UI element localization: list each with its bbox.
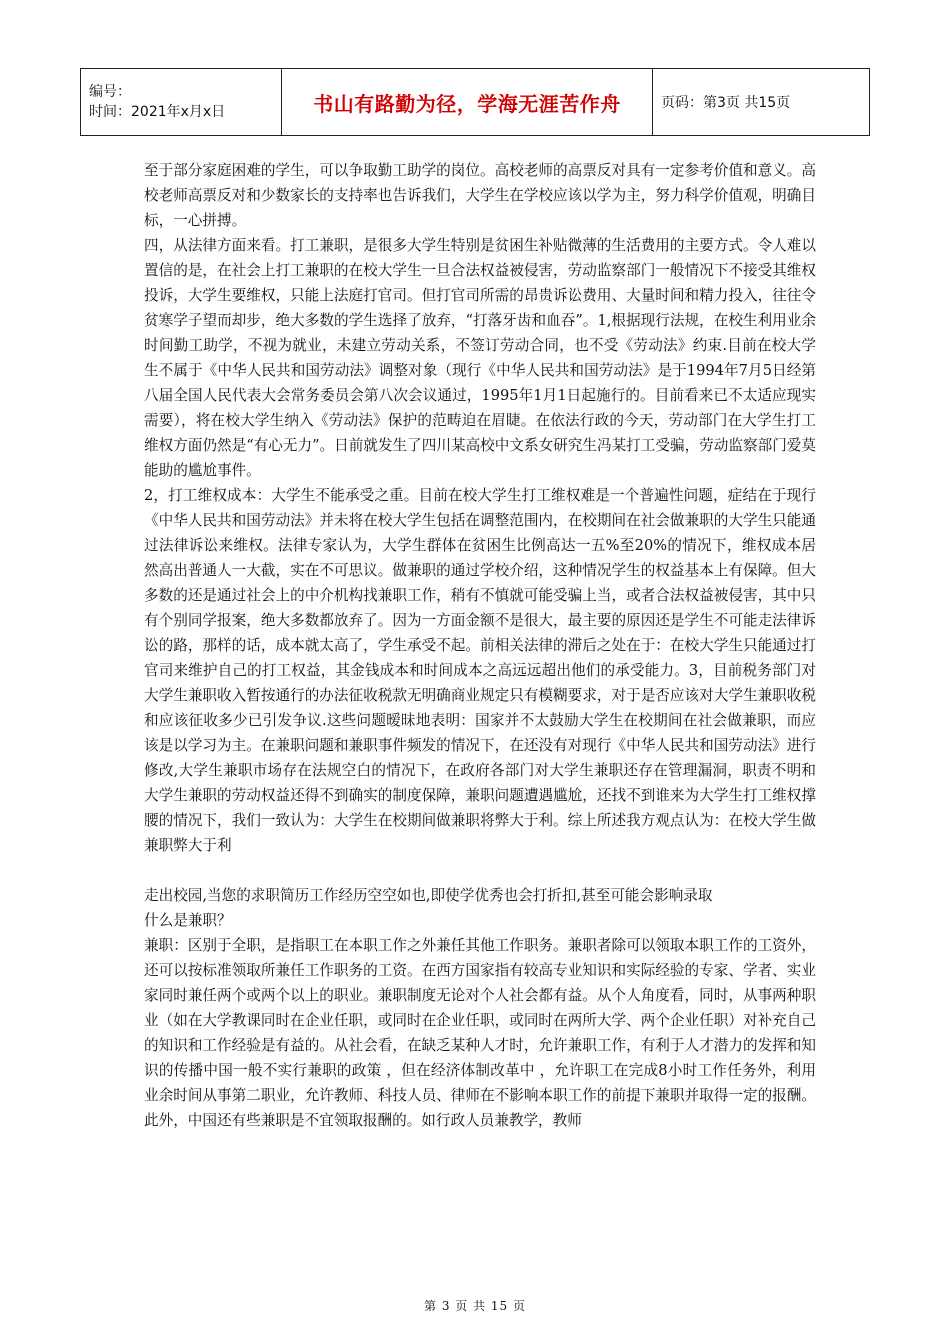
header-motto: 书山有路勤为径，学海无涯苦作舟 xyxy=(282,69,653,136)
page-header xyxy=(80,68,870,136)
page-footer: 第 3 页 共 15 页 xyxy=(424,1299,526,1313)
paragraph-2: 四，从法律方面来看。打工兼职，是很多大学生特别是贫困生补贴微薄的生活费用的主要方式。令人难以置信的是，在社会上打工兼职的在校大学生一旦合法权益被侵害，劳动监察部门一般情况下不接受其维权投诉，大学生要维权，只能上法庭打官司。但打官司所需的昂贵诉讼费用、大量时间和精力投入，往往令贫寒学子望而却步，绝大多数的学生选择了放弃，“打落牙齿和血吞”。1,根据现行法规，在校生利用业余时间勤工助学，不视为就业，未建立劳动关系，不签订劳动合同，也不受《劳动法》约束.目前在校大学生不属于《中华人民共和国劳动法》调整对象（现行《中华人民共和国劳动法》是于1994年7月5日经第八届全国人民代表大会常务委员会第八次会议通过，1995年1月1日起施行的。目前看来已不太适应现实需要），将在校大学生纳入《劳动法》保护的范畴迫在眉睫。在依法行政的今天，劳动部门在大学生打工维权方面仍然是“有心无力”。日前就发生了四川某高校中文系女研究生冯某打工受骗，劳动监察部门爱莫能助的尴尬事件。 xyxy=(144,237,816,479)
paragraph-1: 至于部分家庭困难的学生，可以争取勤工助学的岗位。高校老师的高票反对具有一定参考价值和意义。高校老师高票反对和少数家长的支持率也告诉我们，大学生在学校应该以学为主，努力科学价值观，明确目标，一心拼搏。 xyxy=(144,162,816,229)
document-body xyxy=(144,158,816,1133)
document-number-label: 编号： xyxy=(89,84,131,100)
paragraph-5-question: 什么是兼职？ xyxy=(144,912,232,929)
header-page-info: 页码：第3页 共15页 xyxy=(653,69,870,136)
paragraph-6: 兼职：区别于全职，是指职工在本职工作之外兼任其他工作职务。兼职者除可以领取本职工作的工资外，还可以按标准领取所兼任工作职务的工资。在西方国家指有较高专业知识和实际经验的专家、学者、实业家同时兼任两个或两个以上的职业。兼职制度无论对个人社会都有益。从个人角度看，同时，从事两种职业（如在大学教课同时在企业任职，或同时在企业任职，或同时在两所大学、两个企业任职）对补充自己的知识和工作经验是有益的。从社会看，在缺乏某种人才时，允许兼职工作，有利于人才潜力的发挥和知识的传播中国一般不实行兼职的政策 ，但在经济体制改革中 ，允许职工在完成8小时工作任务外，利用业余时间从事第二职业，允许教师、科技人员、律师在不影响本职工作的前提下兼职并取得一定的报酬。此外，中国还有些兼职是不宜领取报酬的。如行政人员兼教学，教师 xyxy=(144,937,816,1129)
document-date: 时间：2021年x月x日 xyxy=(89,104,226,120)
paragraph-4: 走出校园,当您的求职简历工作经历空空如也,即使学优秀也会打折扣,甚至可能会影响录取 xyxy=(144,887,713,904)
header-meta xyxy=(81,69,282,136)
paragraph-spacer xyxy=(144,858,816,883)
paragraph-3: 2，打工维权成本：大学生不能承受之重。目前在校大学生打工维权难是一个普遍性问题，症结在于现行《中华人民共和国劳动法》并未将在校大学生包括在调整范围内，在校期间在社会做兼职的大学生只能通过法律诉讼来维权。法律专家认为，大学生群体在贫困生比例高达一五%至20%的情况下，维权成本居然高出普通人一大截，实在不可思议。做兼职的通过学校介绍，这种情况学生的权益基本上有保障。但大多数的还是通过社会上的中介机构找兼职工作，稍有不慎就可能受骗上当，或者合法权益被侵害，其中只有个别同学报案，绝大多数都放弃了。因为一方面金额不是很大，最主要的原因还是学生不可能走法律诉讼的路，那样的话，成本就太高了，学生承受不起。前相关法律的滞后之处在于：在校大学生只能通过打官司来维护自己的打工权益，其金钱成本和时间成本之高远远超出他们的承受能力。3，目前税务部门对大学生兼职收入暂按通行的办法征收税款无明确商业规定只有模糊要求，对于是否应该对大学生兼职收税和应该征收多少已引发争议.这些问题暧昧地表明：国家并不太鼓励大学生在校期间在社会做兼职，而应该是以学习为主。在兼职问题和兼职事件频发的情况下，在还没有对现行《中华人民共和国劳动法》进行修改,大学生兼职市场存在法规空白的情况下，在政府各部门对大学生兼职还存在管理漏洞，职责不明和大学生兼职的劳动权益还得不到确实的制度保障，兼职问题遭遇尴尬，还找不到谁来为大学生打工维权撑腰的情况下，我们一致认为：大学生在校期间做兼职将弊大于利。综上所述我方观点认为：在校大学生做兼职弊大于利 xyxy=(144,487,816,854)
